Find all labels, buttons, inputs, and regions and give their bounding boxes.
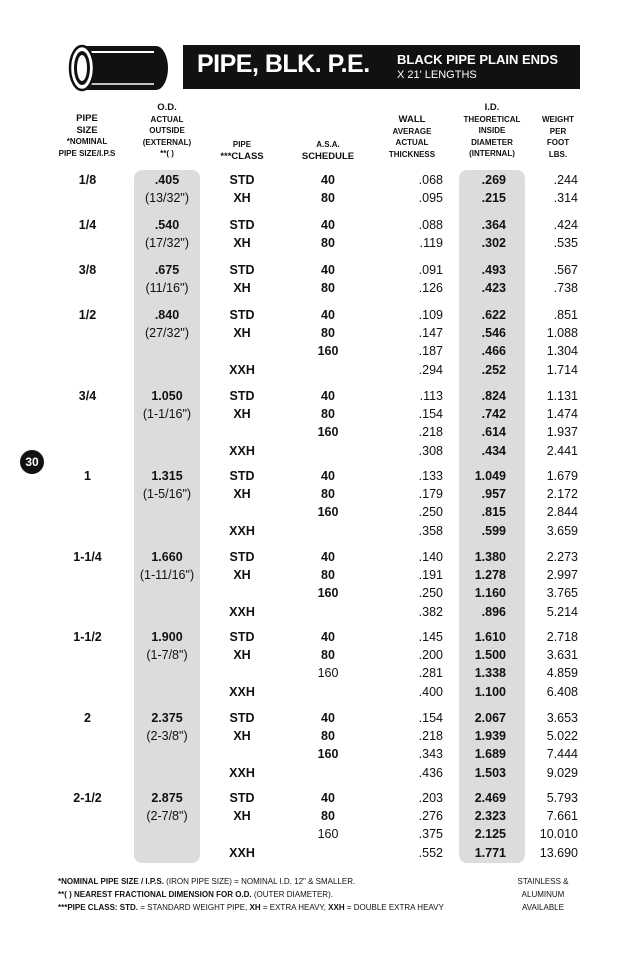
- class-cell: STD: [229, 550, 255, 564]
- wall-cell: .091: [418, 263, 443, 277]
- wall-cell: .250: [418, 505, 443, 520]
- schedule-cell: 160: [317, 586, 339, 601]
- wall-cell: .113: [419, 389, 443, 403]
- wall-cell: .133: [418, 469, 443, 483]
- class-cell: XH: [233, 487, 251, 502]
- class-cell: XXH: [229, 604, 255, 619]
- id-cell: 2.125: [474, 827, 506, 842]
- table-row: [0, 747, 638, 765]
- class-cell: XH: [233, 648, 251, 663]
- weight-cell: 1.088: [546, 326, 578, 341]
- wall-cell: .147: [418, 326, 443, 341]
- weight-cell: 1.474: [546, 407, 578, 422]
- class-cell: XXH: [229, 765, 255, 780]
- page-subtitle: BLACK PIPE PLAIN ENDS: [397, 52, 559, 67]
- schedule-cell: 80: [321, 326, 335, 341]
- table-row: [0, 809, 638, 827]
- weight-cell: 10.010: [539, 827, 578, 842]
- table-row: [0, 524, 638, 542]
- wall-cell: .218: [418, 425, 443, 440]
- weight-cell: .851: [553, 308, 578, 322]
- weight-cell: 3.659: [546, 523, 578, 538]
- schedule-cell: 80: [321, 191, 335, 206]
- schedule-cell: 80: [321, 236, 335, 251]
- table-row: [0, 505, 638, 523]
- wall-cell: .088: [418, 218, 443, 232]
- od-cell: .675: [154, 263, 180, 277]
- table-row: [0, 281, 638, 299]
- schedule-cell: 40: [321, 469, 335, 483]
- pipe-size-cell: 3/4: [78, 389, 97, 403]
- footnote-fraction: **( ) NEAREST FRACTIONAL DIMENSION FOR O.D. (OUTER DIAMETER).: [58, 890, 333, 899]
- weight-cell: 2.844: [546, 505, 578, 520]
- weight-cell: 2.441: [546, 443, 578, 458]
- weight-cell: 6.408: [546, 684, 578, 699]
- header-size: PIPE SIZE *NOMINAL PIPE SIZE/I.P.S: [58, 113, 116, 158]
- weight-cell: .567: [553, 263, 578, 277]
- schedule-cell: 160: [317, 425, 339, 440]
- id-cell: .252: [481, 362, 506, 377]
- wall-cell: .294: [418, 362, 443, 377]
- weight-cell: 7.444: [546, 747, 578, 762]
- weight-cell: .424: [553, 218, 578, 232]
- od-cell: 2.875: [151, 791, 183, 805]
- wall-cell: .200: [418, 648, 443, 663]
- header-od: O.D. ACTUAL OUTSIDE (EXTERNAL) **( ): [142, 102, 192, 158]
- schedule-cell: 40: [321, 630, 335, 644]
- id-cell: 1.689: [474, 747, 506, 762]
- od-cell: 2.375: [151, 711, 183, 725]
- wall-cell: .095: [418, 191, 443, 206]
- od-fraction-cell: (1-1/16"): [142, 407, 192, 422]
- id-cell: .622: [481, 308, 506, 322]
- table-row: [0, 568, 638, 586]
- schedule-cell: 40: [321, 711, 335, 725]
- class-cell: STD: [229, 218, 255, 232]
- table-row: [0, 326, 638, 344]
- wall-cell: .154: [418, 711, 443, 725]
- class-cell: XH: [233, 568, 251, 583]
- id-cell: 1.160: [474, 586, 506, 601]
- weight-cell: .314: [553, 191, 578, 206]
- wall-cell: .308: [418, 443, 443, 458]
- schedule-cell: 40: [321, 308, 335, 322]
- id-cell: .269: [481, 173, 506, 187]
- table-row: [0, 605, 638, 623]
- schedule-cell: 40: [321, 791, 335, 805]
- class-cell: STD: [229, 308, 255, 322]
- id-cell: 1.939: [474, 729, 506, 744]
- weight-cell: 2.172: [546, 487, 578, 502]
- schedule-cell: 80: [321, 648, 335, 663]
- schedule-cell: 80: [321, 809, 335, 824]
- weight-cell: 5.214: [546, 604, 578, 619]
- wall-cell: .126: [418, 281, 443, 296]
- weight-cell: 1.714: [546, 362, 578, 377]
- od-cell: .840: [154, 308, 180, 322]
- id-cell: .614: [481, 425, 506, 440]
- weight-cell: 1.679: [546, 469, 578, 483]
- schedule-cell: 80: [321, 729, 335, 744]
- id-cell: .364: [481, 218, 506, 232]
- table-row: [0, 425, 638, 443]
- wall-cell: .203: [418, 791, 443, 805]
- weight-cell: 3.653: [546, 711, 578, 725]
- table-row: [0, 586, 638, 604]
- wall-cell: .552: [418, 845, 443, 860]
- pipe-size-cell: 3/8: [78, 263, 97, 277]
- schedule-cell: 40: [321, 173, 335, 187]
- class-cell: XXH: [229, 684, 255, 699]
- weight-cell: 2.273: [546, 550, 578, 564]
- class-cell: XXH: [229, 362, 255, 377]
- availability-note: STAINLESS & ALUMINUM AVAILABLE: [517, 877, 569, 912]
- od-fraction-cell: (1-7/8"): [146, 648, 188, 663]
- wall-cell: .436: [418, 765, 443, 780]
- pipe-size-cell: 1-1/2: [73, 630, 102, 644]
- table-row: [0, 729, 638, 747]
- id-cell: .815: [481, 505, 506, 520]
- footnote-class: ***PIPE CLASS: STD. = STANDARD WEIGHT PIPE, XH = EXTRA HEAVY, XXH = DOUBLE EXTRA HEAVY: [58, 903, 444, 912]
- wall-cell: .400: [418, 684, 443, 699]
- id-cell: .434: [481, 443, 506, 458]
- header-schedule: A.S.A. SCHEDULE: [301, 140, 355, 162]
- id-cell: 1.503: [474, 765, 506, 780]
- schedule-cell: 160: [317, 344, 339, 359]
- weight-cell: .535: [553, 236, 578, 251]
- table-row: [0, 666, 638, 684]
- class-cell: STD: [229, 173, 255, 187]
- table-row: [0, 236, 638, 254]
- id-cell: 2.469: [474, 791, 506, 805]
- id-cell: .302: [481, 236, 506, 251]
- table-row: [0, 766, 638, 784]
- table-row: [0, 487, 638, 505]
- wall-cell: .109: [418, 308, 443, 322]
- class-cell: XH: [233, 191, 251, 206]
- footnote-nominal: *NOMINAL PIPE SIZE / I.P.S. (IRON PIPE SIZE) = NOMINAL I.D. 12" & SMALLER.: [58, 877, 356, 886]
- table-row: [0, 407, 638, 425]
- wall-cell: .382: [418, 604, 443, 619]
- header-class: PIPE ***CLASS: [220, 140, 264, 162]
- page-title: PIPE, BLK. P.E.: [197, 50, 370, 78]
- id-cell: 1.049: [474, 469, 506, 483]
- weight-cell: 2.997: [546, 568, 578, 583]
- weight-cell: 1.304: [546, 344, 578, 359]
- schedule-cell: 40: [321, 550, 335, 564]
- class-cell: STD: [229, 389, 255, 403]
- header-wall: WALL AVERAGE ACTUAL THICKNESS: [388, 114, 436, 159]
- wall-cell: .375: [418, 827, 443, 842]
- id-cell: .896: [481, 604, 506, 619]
- class-cell: XH: [233, 236, 251, 251]
- id-cell: .599: [481, 523, 506, 538]
- wall-cell: .191: [418, 568, 443, 583]
- table-row: [0, 846, 638, 864]
- od-cell: 1.660: [151, 550, 183, 564]
- lengths-label: X 21' LENGTHS: [397, 69, 477, 81]
- class-cell: STD: [229, 711, 255, 725]
- wall-cell: .140: [418, 550, 443, 564]
- class-cell: XH: [233, 809, 251, 824]
- od-fraction-cell: (27/32"): [144, 326, 190, 341]
- weight-cell: 13.690: [539, 845, 578, 860]
- schedule-cell: 80: [321, 407, 335, 422]
- weight-cell: 3.631: [546, 648, 578, 663]
- weight-cell: .738: [553, 281, 578, 296]
- schedule-cell: 80: [321, 487, 335, 502]
- od-fraction-cell: (13/32"): [144, 191, 190, 206]
- weight-cell: 7.661: [546, 809, 578, 824]
- od-cell: 1.050: [151, 389, 183, 403]
- pipe-size-cell: 1-1/4: [73, 550, 102, 564]
- id-cell: .466: [481, 344, 506, 359]
- weight-cell: 9.029: [546, 765, 578, 780]
- id-cell: 1.610: [474, 630, 506, 644]
- schedule-cell: 160: [317, 666, 339, 681]
- od-fraction-cell: (17/32"): [144, 236, 190, 251]
- id-cell: 1.771: [474, 845, 506, 860]
- wall-cell: .068: [418, 173, 443, 187]
- weight-cell: 1.937: [546, 425, 578, 440]
- class-cell: XH: [233, 407, 251, 422]
- id-cell: .742: [481, 407, 506, 422]
- class-cell: XH: [233, 326, 251, 341]
- header-id: I.D. THEORETICAL INSIDE DIAMETER (INTERNAL): [463, 102, 521, 158]
- od-fraction-cell: (11/16"): [145, 281, 189, 296]
- wall-cell: .119: [419, 236, 443, 251]
- table-row: [0, 191, 638, 209]
- pipe-size-cell: 1/8: [78, 173, 97, 187]
- id-cell: 2.067: [474, 711, 506, 725]
- od-cell: 1.900: [151, 630, 183, 644]
- weight-cell: 3.765: [546, 586, 578, 601]
- wall-cell: .145: [418, 630, 443, 644]
- weight-cell: 5.022: [546, 729, 578, 744]
- wall-cell: .276: [418, 809, 443, 824]
- table-row: [0, 344, 638, 362]
- class-cell: STD: [229, 630, 255, 644]
- class-cell: XXH: [229, 443, 255, 458]
- schedule-cell: 40: [321, 218, 335, 232]
- class-cell: XXH: [229, 845, 255, 860]
- wall-cell: .187: [418, 344, 443, 359]
- weight-cell: .244: [553, 173, 578, 187]
- wall-cell: .358: [418, 523, 443, 538]
- weight-cell: 1.131: [546, 389, 578, 403]
- od-cell: .540: [154, 218, 180, 232]
- id-cell: .546: [481, 326, 506, 341]
- od-fraction-cell: (1-11/16"): [139, 568, 195, 583]
- pipe-size-cell: 2: [84, 711, 91, 725]
- id-cell: .215: [481, 191, 506, 206]
- class-cell: STD: [229, 263, 255, 277]
- pipe-size-cell: 2-1/2: [73, 791, 102, 805]
- od-fraction-cell: (2-7/8"): [146, 809, 188, 824]
- id-cell: 2.323: [474, 809, 506, 824]
- pipe-icon: [60, 40, 172, 96]
- table-row: [0, 444, 638, 462]
- wall-cell: .250: [418, 586, 443, 601]
- id-cell: 1.338: [474, 666, 506, 681]
- schedule-cell: 160: [317, 747, 339, 762]
- wall-cell: .343: [418, 747, 443, 762]
- weight-cell: 4.859: [546, 666, 578, 681]
- class-cell: STD: [229, 791, 255, 805]
- schedule-cell: 160: [317, 505, 339, 520]
- wall-cell: .218: [418, 729, 443, 744]
- schedule-cell: 80: [321, 281, 335, 296]
- id-cell: 1.500: [474, 648, 506, 663]
- class-cell: XH: [233, 729, 251, 744]
- od-fraction-cell: (1-5/16"): [142, 487, 192, 502]
- pipe-size-cell: 1: [84, 469, 91, 483]
- table-row: [0, 648, 638, 666]
- id-cell: .957: [481, 487, 506, 502]
- header-weight: WEIGHT PER FOOT LBS.: [542, 115, 574, 159]
- weight-cell: 2.718: [546, 630, 578, 644]
- schedule-cell: 40: [321, 389, 335, 403]
- od-fraction-cell: (2-3/8"): [146, 729, 188, 744]
- table-row: [0, 363, 638, 381]
- class-cell: XXH: [229, 523, 255, 538]
- footnotes: [58, 875, 444, 914]
- table-row: [0, 685, 638, 703]
- wall-cell: .154: [418, 407, 443, 422]
- class-cell: STD: [229, 469, 255, 483]
- od-cell: 1.315: [151, 469, 183, 483]
- weight-cell: 5.793: [546, 791, 578, 805]
- id-cell: 1.380: [474, 550, 506, 564]
- id-cell: 1.100: [474, 684, 506, 699]
- schedule-cell: 160: [317, 827, 339, 842]
- schedule-cell: 40: [321, 263, 335, 277]
- class-cell: XH: [233, 281, 251, 296]
- page-number-badge: 30: [20, 450, 44, 474]
- id-cell: .493: [481, 263, 506, 277]
- od-cell: .405: [154, 173, 180, 187]
- table-row: [0, 827, 638, 845]
- wall-cell: .281: [418, 666, 443, 681]
- pipe-size-cell: 1/4: [78, 218, 97, 232]
- id-cell: 1.278: [474, 568, 506, 583]
- wall-cell: .179: [418, 487, 443, 502]
- pipe-size-cell: 1/2: [78, 308, 97, 322]
- id-cell: .824: [481, 389, 506, 403]
- schedule-cell: 80: [321, 568, 335, 583]
- id-cell: .423: [481, 281, 506, 296]
